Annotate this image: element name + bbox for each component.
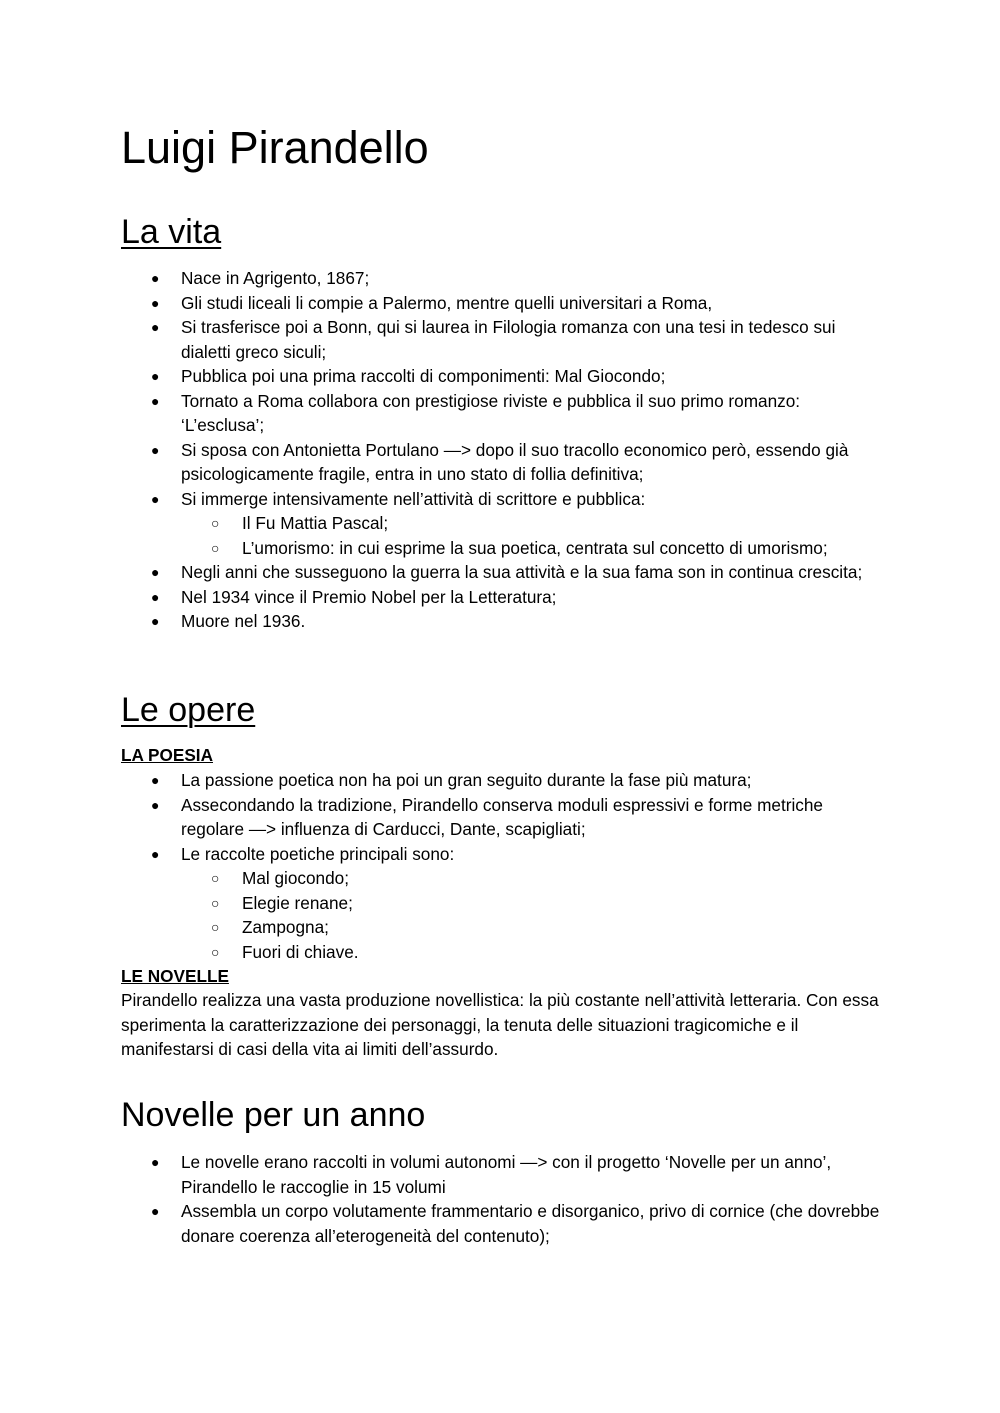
bullet-icon: ● (151, 564, 160, 580)
list-item-text: Negli anni che susseguono la guerra la sua attività e la sua fama son in continua crescita; (181, 562, 863, 582)
bullet-icon: ● (151, 1203, 160, 1219)
sublist-item (181, 511, 881, 536)
list-item (121, 793, 881, 842)
sublist-item (181, 915, 881, 940)
list-item-text: Tornato a Roma collabora con prestigiose riviste e pubblica il suo primo romanzo: ‘L’esclusa’; (181, 390, 801, 435)
section-heading-la-vita: La vita (121, 213, 222, 251)
bullet-icon: ● (151, 368, 160, 384)
section-heading-le-opere: Le opere (121, 691, 256, 729)
list-item (121, 487, 881, 561)
bullet-icon: ● (151, 588, 160, 605)
sublist-item-text: Elegie renane; (242, 892, 353, 913)
list-item-text: Si immerge intensivamente nell’attività di scrittore e pubblica: (181, 488, 646, 509)
list-item (121, 609, 881, 634)
list-item-text: Assecondando la tradizione, Pirandello conserva moduli espressivi e forme metriche regolare —> influenza di Carducci, Dante, scapigliati; (181, 794, 823, 839)
sublist-item (181, 940, 881, 965)
list-item (121, 768, 881, 793)
bullet-icon: ● (151, 1154, 160, 1170)
document-title: Luigi Pirandello (121, 122, 429, 173)
subheading-la-poesia: LA POESIA (121, 745, 213, 765)
novelle-paragraph (121, 988, 881, 1062)
list-item-text: Assembla un corpo volutamente frammentario e disorganico, privo di cornice (che dovrebbe donare coerenza all’eterogeneità del contenuto); (181, 1201, 880, 1246)
sublist-item-text: Zampogna; (242, 917, 329, 937)
sublist-item-text: Il Fu Mattia Pascal; (242, 513, 389, 533)
bullet-icon: ● (151, 796, 160, 813)
bullet-icon: ● (151, 613, 160, 629)
list-item-text: Gli studi liceali li compie a Palermo, mentre quelli universitari a Roma, (181, 292, 713, 313)
hollow-bullet-icon: ○ (211, 539, 220, 556)
list-item-text: Le raccolte poetiche principali sono: (181, 843, 455, 864)
list-item (121, 560, 881, 585)
nested-list (181, 866, 881, 964)
sublist-item-text: Fuori di chiave. (242, 941, 359, 962)
list-item (121, 389, 881, 438)
bullet-icon: ● (151, 772, 160, 788)
hollow-bullet-icon: ○ (211, 870, 220, 886)
list-item (121, 842, 881, 965)
list-item (121, 315, 881, 364)
nested-list (181, 511, 881, 560)
sublist-item-text: L’umorismo: in cui esprime la sua poetica, centrata sul concetto di umorismo; (242, 537, 828, 558)
hollow-bullet-icon: ○ (211, 943, 220, 960)
bullet-icon: ● (151, 441, 160, 458)
list-item (121, 585, 881, 610)
novelle-anno-list (121, 1150, 881, 1248)
list-item-text: Nace in Agrigento, 1867; (181, 268, 370, 288)
bullet-icon: ● (151, 845, 160, 862)
section-heading-novelle-per-un-anno: Novelle per un anno (121, 1096, 426, 1134)
sublist-item (181, 536, 881, 561)
list-item (121, 1199, 881, 1248)
bullet-icon: ● (151, 490, 160, 507)
paragraph-text: Pirandello realizza una vasta produzione novellistica: la più costante nell’attività letteraria. Con essa sperimenta la caratterizzazione dei personaggi, la tenuta delle situazioni tragicomiche e il manifestarsi di casi della vita ai limiti dell’assurdo. (121, 990, 879, 1059)
hollow-bullet-icon: ○ (211, 919, 220, 935)
vita-list (121, 266, 881, 634)
subheading-le-novelle: LE NOVELLE (121, 966, 229, 986)
bullet-icon: ● (151, 270, 160, 286)
list-item-text: La passione poetica non ha poi un gran seguito durante la fase più matura; (181, 770, 752, 790)
list-item-text: Si trasferisce poi a Bonn, qui si laurea in Filologia romanza con una tesi in tedesco sui dialetti greco siculi; (181, 317, 836, 362)
poesia-list (121, 768, 881, 964)
bullet-icon: ● (151, 294, 160, 311)
list-item-text: Muore nel 1936. (181, 611, 306, 631)
list-item (121, 266, 881, 291)
list-item (121, 438, 881, 487)
sublist-item-text: Mal giocondo; (242, 868, 350, 888)
hollow-bullet-icon: ○ (211, 515, 220, 531)
sublist-item (181, 891, 881, 916)
list-item-text: Si sposa con Antonietta Portulano —> dopo il suo tracollo economico però, essendo già psicologicamente fragile, entra in uno stato di follia definitiva; (181, 439, 849, 484)
list-item (121, 364, 881, 389)
list-item (121, 1150, 881, 1199)
hollow-bullet-icon: ○ (211, 894, 220, 911)
list-item-text: Pubblica poi una prima raccolti di componimenti: Mal Giocondo; (181, 366, 666, 386)
list-item-text: Nel 1934 vince il Premio Nobel per la Letteratura; (181, 586, 557, 607)
bullet-icon: ● (151, 392, 160, 409)
bullet-icon: ● (151, 319, 160, 335)
list-item-text: Le novelle erano raccolti in volumi autonomi —> con il progetto ‘Novelle per un anno’, Pirandello le raccoglie in 15 volumi (181, 1152, 832, 1197)
list-item (121, 291, 881, 316)
sublist-item (181, 866, 881, 891)
